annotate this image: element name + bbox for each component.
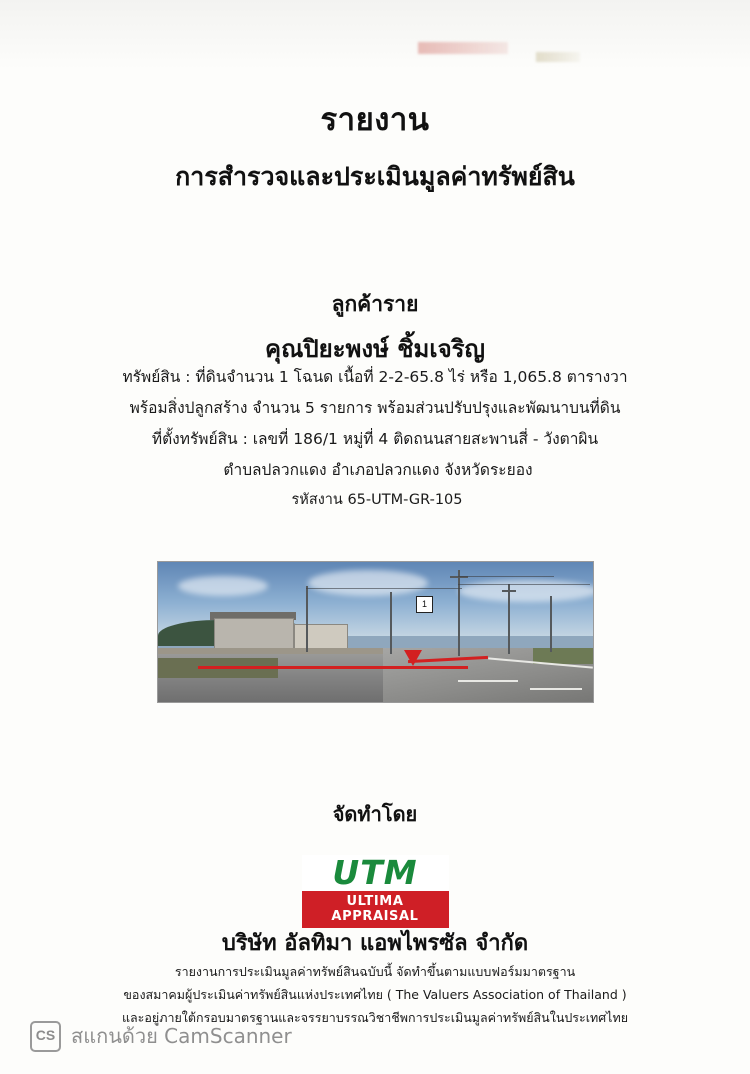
photo-cloud <box>308 570 428 596</box>
footnote-line: และอยู่ภายใต้กรอบมาตรฐานและจรรยาบรรณวิชาชีพการประเมินมูลค่าทรัพย์สินในประเทศไทย <box>121 1010 629 1026</box>
scan-artifact-yellow <box>536 52 580 62</box>
report-subtitle: การสำรวจและประเมินมูลค่าทรัพย์สิน <box>175 161 575 191</box>
camscanner-watermark <box>30 1020 292 1052</box>
prepared-by-label: จัดทำโดย <box>332 802 418 826</box>
detail-line: ตำบลปลวกแดง อำเภอปลวกแดง จังหวัดระยอง <box>223 461 533 479</box>
footnotes <box>0 960 750 1029</box>
detail-line: ทรัพย์สิน : ที่ดินจำนวน 1 โฉนด เนื้อที่ 2-2-65.8 ไร่ หรือ 1,065.8 ตารางวา <box>122 368 628 386</box>
client-block <box>0 288 750 368</box>
logo-caption: ULTIMA APPRAISAL <box>302 891 449 928</box>
scan-artifact-red <box>418 42 508 54</box>
photo-lane-marking <box>458 680 518 682</box>
client-label: ลูกค้าราย <box>331 292 419 316</box>
footnote-line: ของสมาคมผู้ประเมินค่าทรัพย์สินแห่งประเทศไทย ( The Valuers Association of Thailand ) <box>123 987 627 1003</box>
report-title: รายงาน <box>320 102 430 138</box>
company-name: บริษัท อัลทิมา แอพไพรซัล จำกัด <box>221 931 529 956</box>
photo-power-line <box>458 576 554 577</box>
cover-photo <box>157 561 594 703</box>
photo-utility-pole <box>390 592 392 654</box>
camscanner-text: สแกนด้วย CamScanner <box>71 1024 292 1048</box>
photo-power-line <box>458 584 590 585</box>
camscanner-badge-icon: CS <box>30 1021 61 1052</box>
photo-utility-pole <box>508 584 510 654</box>
photo-annotation-line <box>198 666 468 669</box>
company-logo <box>0 855 750 928</box>
photo-utility-pole <box>550 596 552 652</box>
detail-line: พร้อมสิ่งปลูกสร้าง จำนวน 5 รายการ พร้อมส่วนปรับปรุงและพัฒนาบนที่ดิน <box>129 399 621 417</box>
photo-marker-label: 1 <box>416 596 433 613</box>
photo-pole-arm <box>502 590 516 592</box>
photo-lane-marking <box>530 688 582 690</box>
logo-mark: UTM <box>332 853 418 892</box>
scan-shadow <box>0 0 750 70</box>
detail-line: ที่ตั้งทรัพย์สิน : เลขที่ 186/1 หมู่ที่ 4 ติดถนนสายสะพานสี่ - วังตาผิน <box>151 430 599 448</box>
property-details <box>0 362 750 515</box>
photo-power-line <box>306 588 462 589</box>
photo-utility-pole <box>306 586 308 652</box>
photo-annotation-arrow <box>404 650 422 666</box>
title-block <box>0 100 750 194</box>
photo-cloud <box>178 576 268 596</box>
job-code: รหัสงาน 65-UTM-GR-105 <box>291 492 463 508</box>
client-name: คุณปิยะพงษ์ ชิ้มเจริญ <box>265 335 485 363</box>
footnote-line: รายงานการประเมินมูลค่าทรัพย์สินฉบับนี้ จัดทำขึ้นตามแบบฟอร์มมาตรฐาน <box>174 964 576 979</box>
photo-utility-pole <box>458 570 460 656</box>
photo-canvas <box>158 562 593 702</box>
